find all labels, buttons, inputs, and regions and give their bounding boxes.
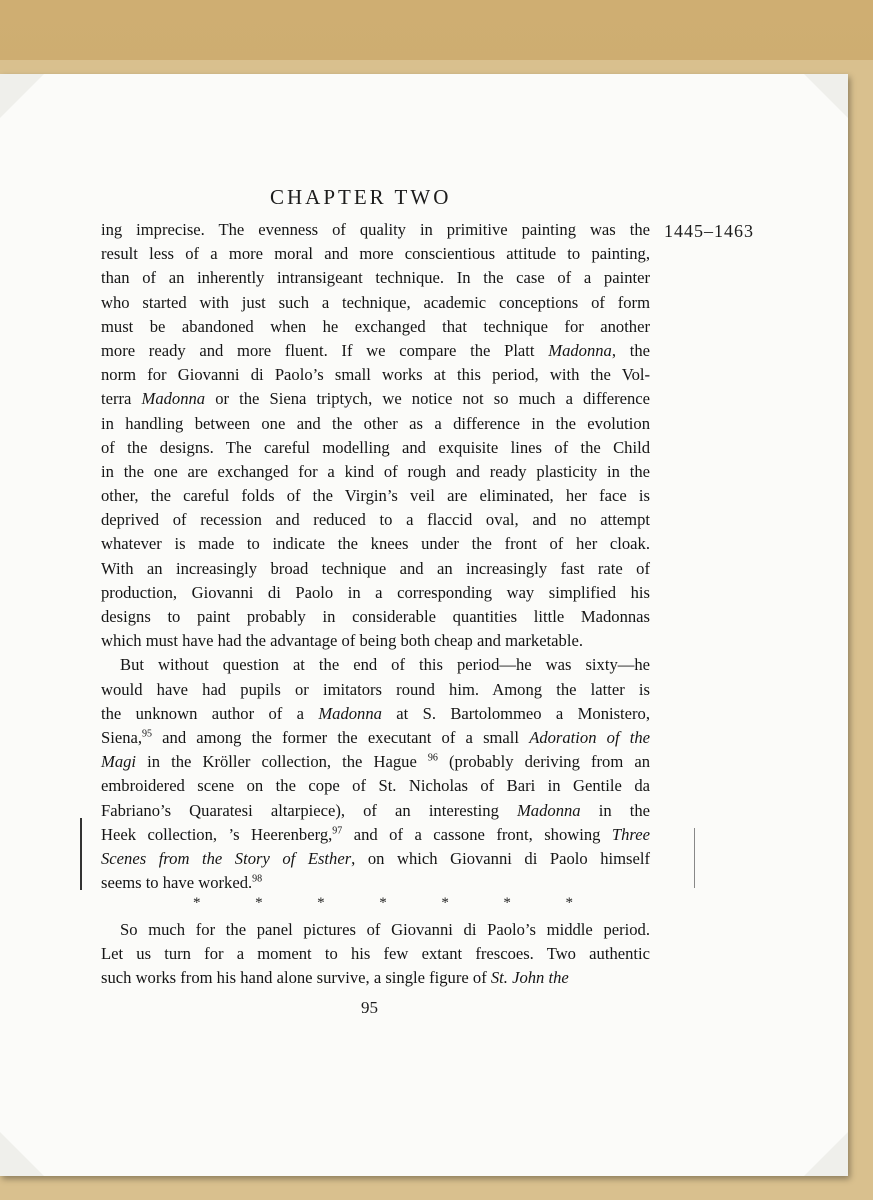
- text-run: deprived of recession and reduced to a flaccid oval, and no attempt: [101, 510, 650, 530]
- photo-corner-top-left: [0, 74, 44, 118]
- paragraph-1: [101, 218, 650, 653]
- text-line: [101, 557, 650, 581]
- text-run: which must have had the advantage of being both cheap and marketable.: [101, 631, 583, 651]
- text-run: Magi: [101, 752, 137, 772]
- text-line: [101, 436, 650, 460]
- paragraph-3: [101, 918, 650, 991]
- text-line: [101, 678, 650, 702]
- text-run: other, the careful folds of the Virgin’s veil are eliminated, her face is: [101, 486, 650, 506]
- text-run: such works from his hand alone survive, a single figure of: [101, 968, 491, 988]
- text-line: [101, 966, 650, 990]
- body-text: [101, 218, 650, 895]
- text-run: 98: [252, 873, 263, 885]
- text-run: Madonna: [516, 800, 581, 820]
- text-run: embroidered scene on the cope of St. Nicholas of Bari in Gentile da: [101, 776, 650, 796]
- text-line: [101, 315, 650, 339]
- text-run: production, Giovanni di Paolo in a corresponding way simplified his: [101, 582, 650, 602]
- text-run: Adoration of the: [529, 727, 650, 747]
- text-line: [101, 266, 650, 290]
- text-line: [101, 726, 650, 750]
- date-range-margin: 1445–1463: [664, 221, 754, 241]
- text-line: [101, 823, 650, 847]
- separator-star: *: [441, 895, 449, 911]
- separator-star: *: [379, 895, 387, 911]
- text-run: Fabriano’s Quaratesi altarpiece), of an interesting: [101, 800, 517, 820]
- text-line: [101, 363, 650, 387]
- separator-star: *: [255, 895, 263, 911]
- text-run: 96: [427, 752, 438, 764]
- text-line: [101, 291, 650, 315]
- text-line: [101, 847, 650, 871]
- text-line: [101, 750, 650, 774]
- text-run: whatever is made to indicate the knees under the front of her cloak.: [101, 534, 650, 554]
- section-separator: [193, 895, 573, 912]
- text-line: [101, 339, 650, 363]
- text-run: and of a cassone front, showing: [342, 824, 612, 844]
- text-run: (probably deriving from an: [437, 752, 650, 772]
- text-run: designs to paint probably in considerable quantities little Madonnas: [101, 607, 650, 626]
- text-run: than of an inherently intransigeant technique. In the case of a painter: [101, 268, 650, 288]
- photo-corner-bottom-left: [0, 1132, 44, 1176]
- text-line: [101, 387, 650, 411]
- margin-mark-right: [694, 828, 695, 888]
- margin-mark-left: [80, 818, 82, 890]
- text-run: result less of a more moral and more conscientious attitude to painting,: [101, 244, 650, 264]
- text-run: Madonna: [548, 340, 612, 360]
- text-line: [101, 942, 650, 966]
- page-number: 95: [361, 998, 378, 1017]
- text-line: [101, 918, 650, 942]
- text-run: at S. Bartolommeo a Monistero,: [381, 703, 651, 723]
- text-line: [101, 702, 650, 726]
- text-run: Madonna: [141, 389, 206, 409]
- separator-star: *: [317, 895, 325, 911]
- text-run: So much for the panel pictures of Giovanni di Paolo’s middle period.: [120, 920, 650, 939]
- separator-star: *: [503, 895, 511, 911]
- paragraph-2: [101, 653, 650, 895]
- text-line: [101, 605, 650, 629]
- text-run: 97: [332, 825, 343, 837]
- text-run: , the: [611, 340, 650, 360]
- text-line: [101, 484, 650, 508]
- separator-star: *: [193, 895, 201, 911]
- photo-corner-bottom-right: [804, 1132, 848, 1176]
- text-run: in the: [580, 800, 650, 820]
- text-line: [101, 412, 650, 436]
- text-run: But without question at the end of this period—he was sixty—he: [120, 655, 650, 675]
- text-line: [101, 532, 650, 556]
- text-run: terra: [101, 389, 142, 409]
- text-run: With an increasingly broad technique and an increasingly fast rate of: [101, 558, 650, 578]
- body-text-continued: [101, 918, 650, 991]
- text-run: 95: [142, 728, 153, 740]
- chapter-title: CHAPTER TWO: [270, 185, 452, 209]
- text-run: Heek collection, ’s Heerenberg,: [101, 824, 333, 844]
- photo-corner-top-right: [804, 74, 848, 118]
- text-run: St. John the: [490, 968, 569, 988]
- text-run: Scenes from the Story of Esther: [101, 848, 352, 868]
- text-line: [101, 242, 650, 266]
- text-run: must be abandoned when he exchanged that technique for another: [101, 316, 650, 336]
- text-run: the unknown author of a: [101, 703, 319, 723]
- separator-star: *: [565, 895, 573, 911]
- text-line: [101, 460, 650, 484]
- text-run: of the designs. The careful modelling and exquisite lines of the Child: [101, 437, 650, 457]
- text-line: [101, 581, 650, 605]
- text-run: , on which Giovanni di Paolo himself: [351, 848, 651, 868]
- text-run: in the one are exchanged for a kind of rough and ready plasticity in the: [101, 461, 650, 481]
- text-run: or the Siena triptych, we notice not so much a difference: [205, 389, 650, 409]
- text-line: [101, 629, 650, 653]
- text-run: in the Kröller collection, the Hague: [136, 752, 428, 772]
- text-line: [101, 799, 650, 823]
- text-run: seems to have worked.: [101, 873, 253, 893]
- text-run: norm for Giovanni di Paolo’s small works at this period, with the Vol-: [101, 365, 650, 385]
- text-line: [101, 508, 650, 532]
- text-run: Madonna: [318, 703, 382, 723]
- text-line: [101, 218, 650, 242]
- text-run: Siena,: [101, 727, 143, 747]
- text-run: more ready and more fluent. If we compare the Platt: [101, 340, 549, 360]
- text-line: [101, 774, 650, 798]
- text-run: who started with just such a technique, academic conceptions of form: [101, 292, 650, 312]
- text-run: Let us turn for a moment to his few extant frescoes. Two authentic: [101, 944, 650, 964]
- text-run: in handling between one and the other as a difference in the evolution: [101, 413, 650, 433]
- text-run: ing imprecise. The evenness of quality in primitive painting was the: [101, 220, 650, 239]
- text-line: [101, 653, 650, 677]
- text-run: Three: [611, 824, 651, 844]
- text-run: would have had pupils or imitators round him. Among the latter is: [101, 679, 650, 699]
- text-line: [101, 871, 650, 895]
- text-run: and among the former the executant of a small: [152, 727, 530, 747]
